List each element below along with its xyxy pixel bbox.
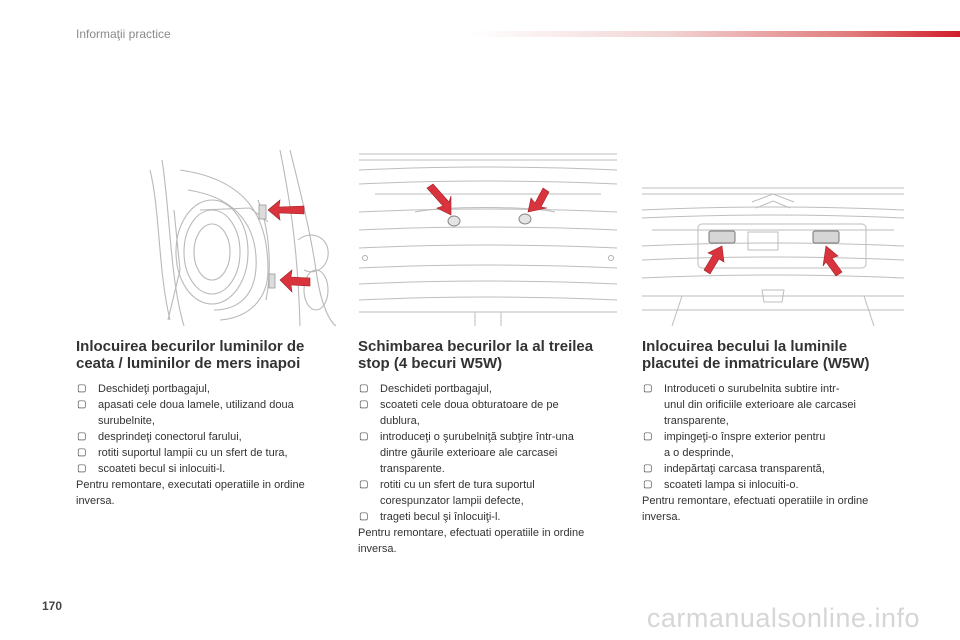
checkbox-bullet-icon: ▢ [77,431,87,442]
lamella-top [259,205,266,219]
list-item: ▢ Introduceti o surubelnita subtire intr- unul din orificiile exterioare ale carcasei transparente, [643,383,856,427]
list-item: ▢ indepărtaţi carcasa transparentă, [643,463,825,475]
checkbox-bullet-icon: ▢ [77,447,87,458]
obturator-left [448,216,460,226]
arrow-icon [268,200,304,220]
obturator-right [519,214,531,224]
list-item: ▢ apasati cele doua lamele, utilizand doua surubelnite, [77,399,294,427]
column-title: Inlocuirea becului la luminile placutei de inmatriculare (W5W) [642,338,870,372]
list-item: ▢ scoateti cele doua obturatoare de pe dublura, [359,399,559,427]
section-title: Informaţii practice [76,27,171,41]
checkbox-bullet-icon: ▢ [643,431,653,442]
checkbox-bullet-icon: ▢ [643,479,653,490]
checkbox-bullet-icon: ▢ [643,463,653,474]
list-item: ▢ introduceţi o şurubelniţă subţire într-una dintre găurile exterioare ale carcasei transparente. [359,431,574,475]
list-item: ▢ desprindeţi conectorul farului, [77,431,242,443]
column-title: Schimbarea becurilor la al treilea stop (4 becuri W5W) [358,338,594,372]
remount-note: Pentru remontare, efectuati operatiile in ordine inversa. [642,495,869,523]
plate-lamp-right [813,231,839,243]
instruction-list [642,381,914,493]
checkbox-bullet-icon: ▢ [77,463,87,474]
remount-note: Pentru remontare, executati operatiile in ordine inversa. [76,479,305,507]
watermark-text: carmanualsonline.info [646,603,920,633]
column-plate-lights [642,338,914,525]
checkbox-bullet-icon: ▢ [77,383,87,394]
checkbox-bullet-icon: ▢ [359,511,369,522]
list-item: ▢ rotiti suportul lampii cu un sfert de tura, [77,447,288,459]
rear-light-drawing [140,150,336,326]
illustration-rear-light [140,150,336,326]
column-third-brake-light [358,338,623,557]
column-fog-reverse-lights [76,338,341,509]
illustration-third-brake-light [355,150,621,326]
checkbox-bullet-icon: ▢ [359,383,369,394]
arrow-icon [704,246,724,274]
plate-lamp-left [709,231,735,243]
page-number: 170 [42,599,63,613]
list-item: ▢ trageti becul şi înlocuiţi-l. [359,511,501,523]
list-item: ▢ scoateti becul si inlocuiti-l. [77,463,226,475]
third-brake-light-drawing [355,150,621,326]
checkbox-bullet-icon: ▢ [359,399,369,410]
arrow-icon [280,270,310,292]
list-item: ▢ Deschideţi portbagajul, [77,383,210,395]
illustration-plate-lights [642,150,904,326]
checkbox-bullet-icon: ▢ [359,431,369,442]
list-item: ▢ impingeţi-o înspre exterior pentru a o desprinde, [643,431,826,459]
instruction-list [358,381,623,525]
list-item: ▢ rotiti cu un sfert de tura suportul corespunzator lampii defecte, [359,479,535,507]
arrow-icon [528,188,549,212]
list-item: ▢ Deschideti portbagajul, [359,383,492,395]
arrow-icon [427,184,451,215]
remount-note: Pentru remontare, efectuati operatiile in ordine inversa. [358,527,585,555]
header-accent-bar [470,31,960,37]
arrow-icon [823,246,842,276]
plate-lights-drawing [642,150,904,326]
instruction-list [76,381,341,477]
column-title: Inlocuirea becurilor luminilor de ceata / luminilor de mers inapoi [76,338,305,372]
lamella-bottom [269,274,275,288]
list-item: ▢ scoateti lampa si inlocuiti-o. [643,479,799,491]
checkbox-bullet-icon: ▢ [643,383,653,394]
checkbox-bullet-icon: ▢ [77,399,87,410]
checkbox-bullet-icon: ▢ [359,479,369,490]
